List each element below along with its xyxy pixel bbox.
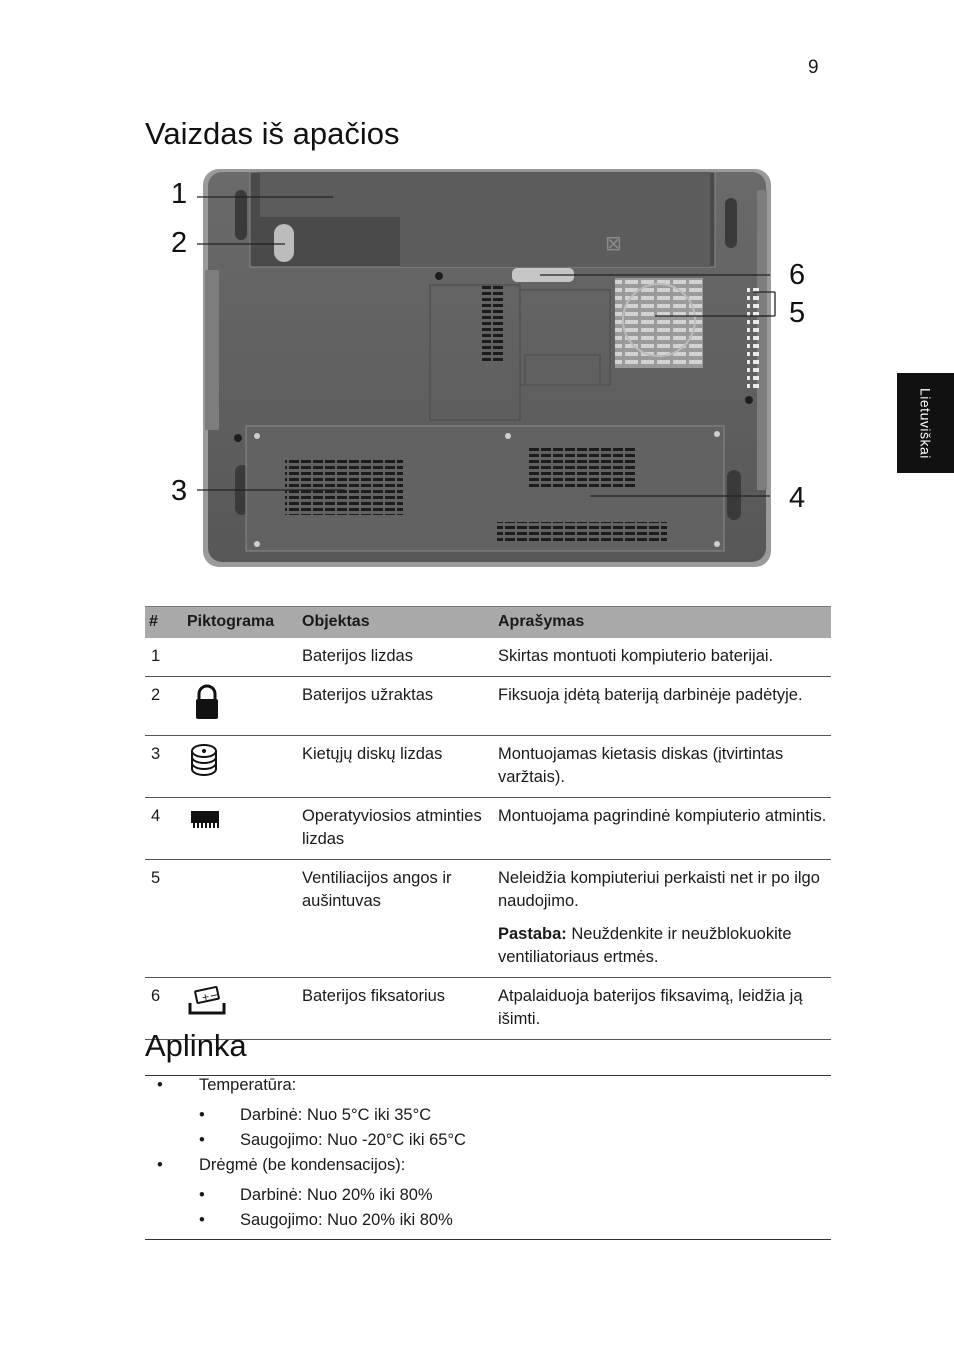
header-object: Objektas — [298, 607, 494, 639]
row-object: Ventiliacijos angos ir aušintuvas — [298, 860, 494, 978]
callout-2: 2 — [171, 227, 188, 259]
language-label: Lietuviškai — [917, 387, 934, 459]
laptop-bottom-view-figure — [145, 160, 831, 580]
list-item: Darbinė: Nuo 5°C iki 35°C — [240, 1106, 432, 1124]
memory-vents — [527, 448, 637, 490]
row-icon-cell — [183, 860, 298, 978]
row-num: 6 — [145, 978, 183, 1040]
row-description: Neleidžia kompiuteriui perkaisti net ir po ilgo naudojimo. — [498, 869, 820, 910]
svg-text:+−: +− — [200, 989, 220, 1005]
list-item: Saugojimo: Nuo -20°C iki 65°C — [240, 1131, 466, 1149]
section-title-environment: Aplinka — [145, 1028, 247, 1063]
list-item: Temperatūra: — [199, 1076, 297, 1094]
row-object: Baterijos užraktas — [298, 677, 494, 736]
row-icon-cell — [183, 736, 298, 798]
row-object: Baterijos lizdas — [298, 638, 494, 677]
list-item: Drėgmė (be kondensacijos): — [199, 1156, 406, 1174]
hard-disk-icon — [187, 743, 227, 779]
hdd-vents — [285, 460, 403, 515]
laptop-bottom-illustration — [145, 160, 831, 580]
row-description: Atpalaiduoja baterijos fiksavimą, leidžia ją išimti. — [494, 978, 831, 1040]
row-description: Skirtas montuoti kompiuterio baterijai. — [494, 638, 831, 677]
header-description: Aprašymas — [494, 607, 831, 639]
battery-lock — [274, 224, 294, 262]
table-row — [145, 736, 831, 798]
row-num: 3 — [145, 736, 183, 798]
row-description: Fiksuoja įdėtą bateriją darbinėje padėtyje. — [494, 677, 831, 736]
memory-icon — [187, 805, 227, 835]
language-side-tab — [897, 373, 954, 473]
callout-1: 1 — [171, 178, 188, 210]
row-icon-cell — [183, 638, 298, 677]
bullet: • — [199, 1131, 205, 1149]
bullet: • — [199, 1211, 205, 1229]
bullet: • — [199, 1106, 205, 1124]
table-row — [145, 638, 831, 677]
list-item: Saugojimo: Nuo 20% iki 80% — [240, 1211, 453, 1229]
bullet: • — [157, 1156, 163, 1174]
bullet: • — [199, 1186, 205, 1204]
components-table — [145, 606, 831, 1040]
row-object: Operatyviosios atminties lizdas — [298, 798, 494, 860]
callout-5: 5 — [789, 297, 806, 329]
row-icon-cell — [183, 798, 298, 860]
table-row — [145, 978, 831, 1040]
section-title-bottom-view: Vaizdas iš apačios — [145, 116, 400, 151]
callout-3: 3 — [171, 475, 188, 507]
table-row — [145, 798, 831, 860]
table-row — [145, 677, 831, 736]
row-description: Montuojamas kietasis diskas (įtvirtintas varžtais). — [494, 736, 831, 798]
header-icon: Piktograma — [183, 607, 298, 639]
battery-lock-icon — [187, 684, 227, 720]
svg-text:⊠: ⊠ — [605, 231, 622, 255]
battery-release-icon — [187, 985, 229, 1019]
row-description-cell — [494, 860, 831, 978]
row-description: Montuojama pagrindinė kompiuterio atmintis. — [494, 798, 831, 860]
note-text: Neuždenkite ir neužblokuokite ventiliatoriaus ertmės. — [498, 925, 792, 966]
row-num: 4 — [145, 798, 183, 860]
row-object: Kietųjų diskų lizdas — [298, 736, 494, 798]
callout-4: 4 — [789, 482, 806, 514]
bullet: • — [157, 1076, 163, 1094]
row-num: 2 — [145, 677, 183, 736]
header-num: # — [145, 607, 183, 639]
environment-list — [145, 1075, 831, 1240]
table-header-row — [145, 607, 831, 639]
note-label: Pastaba: — [498, 925, 567, 943]
page-number: 9 — [808, 57, 819, 78]
row-icon-cell — [183, 677, 298, 736]
row-object: Baterijos fiksatorius — [298, 978, 494, 1040]
list-item: Darbinė: Nuo 20% iki 80% — [240, 1186, 433, 1204]
note — [498, 923, 827, 969]
callout-6: 6 — [789, 259, 806, 291]
table-row — [145, 860, 831, 978]
row-num: 5 — [145, 860, 183, 978]
row-num: 1 — [145, 638, 183, 677]
